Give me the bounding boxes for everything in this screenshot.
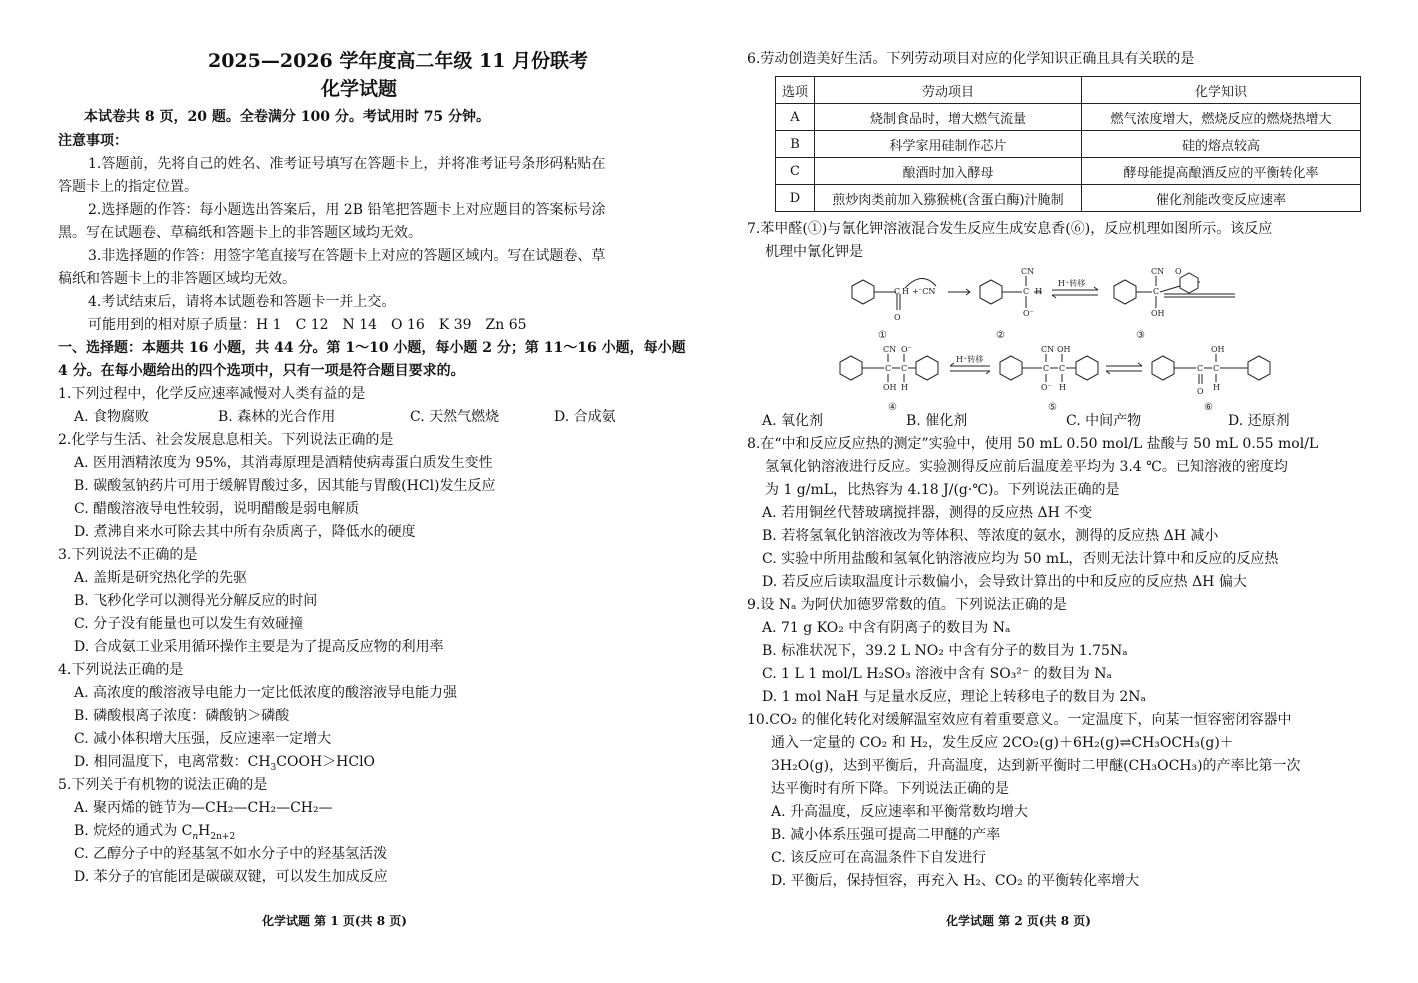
q8-option-d: D. 若反应后读取温度计示数偏小，会导致计算出的中和反应的反应热 ΔH 偏大 — [762, 574, 1247, 590]
svg-text:O⁻: O⁻ — [1041, 383, 1052, 392]
svg-text:O: O — [1175, 267, 1182, 276]
svg-text:CN: CN — [1021, 267, 1035, 276]
q1-option-d: D. 合成氨 — [554, 409, 616, 425]
table-cell: C — [776, 158, 815, 185]
q1-option-c: C. 天然气燃烧 — [410, 409, 500, 425]
q10-option-a: A. 升高温度，反应速率和平衡常数均增大 — [771, 804, 1029, 820]
benzene-ring — [916, 356, 938, 380]
q5-b-n: n — [192, 831, 199, 842]
svg-text:C: C — [1153, 287, 1160, 296]
q7-stem-2: 机理中氰化钾是 — [765, 244, 863, 260]
table-row — [776, 185, 1361, 212]
q4-d-pre: D. 相同温度下，电离常数：CH — [74, 754, 271, 770]
table-header: 劳动项目 — [815, 77, 1082, 104]
atomic-masses: 可能用到的相对原子质量：H 1 C 12 N 14 O 16 K 39 Zn 65 — [88, 317, 527, 333]
benzene-ring — [1076, 356, 1098, 380]
q10-option-b: B. 减小体系压强可提高二甲醚的产率 — [771, 827, 1001, 843]
q5-b-h: H — [198, 823, 211, 839]
q10-line-1: 10.CO₂ 的催化转化对缓解温室效应有着重要意义。一定温度下，向某一恒容密闭容器中 — [747, 712, 1292, 728]
notes-heading: 注意事项： — [58, 133, 128, 149]
q9-option-a: A. 71 g KO₂ 中含有阴离子的数目为 Nₐ — [762, 620, 1011, 636]
note-2a: 2.选择题的作答：每小题选出答案后，用 2B 铅笔把答题卡上对应题目的答案标号涂 — [88, 202, 606, 218]
benzene-ring — [1180, 273, 1198, 293]
q4-option-d — [74, 751, 375, 774]
exam-info: 本试卷共 8 页，20 题。全卷满分 100 分。考试用时 75 分钟。 — [84, 109, 491, 125]
q10-option-d: D. 平衡后，保持恒容，再充入 H₂、CO₂ 的平衡转化率增大 — [771, 873, 1140, 889]
table-header: 选项 — [776, 77, 815, 104]
q9-stem: 9.设 Nₐ 为阿伏加德罗常数的值。下列说法正确的是 — [747, 597, 1067, 613]
q5-stem: 5.下列关于有机物的说法正确的是 — [58, 777, 268, 793]
q9-option-b: B. 标准状况下，39.2 L NO₂ 中含有分子的数目为 1.75Nₐ — [762, 643, 1128, 659]
svg-text:+: + — [912, 287, 919, 296]
q7-stem-1: 7.苯甲醛(①)与氰化钾溶液混合发生反应生成安息香(⑥)，反应机理如图所示。该反应 — [747, 221, 1273, 237]
exam-title: 2025—2026 学年度高二年级 11 月份联考 — [208, 50, 589, 72]
svg-text:C: C — [1023, 287, 1030, 296]
q4-d-post: COOH＞HClO — [276, 754, 376, 770]
table-cell: 科学家用硅制作芯片 — [815, 131, 1082, 158]
q8-option-a: A. 若用铜丝代替玻璃搅拌器，测得的反应热 ΔH 不变 — [762, 505, 1093, 521]
svg-text:O: O — [1197, 387, 1204, 396]
svg-text:C: C — [1059, 364, 1066, 373]
q5-option-c: C. 乙醇分子中的羟基氢不如水分子中的羟基氢活泼 — [74, 846, 388, 862]
footer-left: 化学试题 第 1 页(共 8 页) — [262, 914, 407, 928]
svg-text:CN: CN — [1041, 345, 1055, 354]
table-cell: 酵母能提高酿酒反应的平衡转化率 — [1082, 158, 1361, 185]
svg-text:⁻CN: ⁻CN — [918, 287, 936, 296]
q2-option-b: B. 碳酸氢钠药片可用于缓解胃酸过多，因其能与胃酸(HCl)发生反应 — [74, 478, 496, 494]
q1-option-a: A. 食物腐败 — [74, 409, 150, 425]
svg-text:O⁻: O⁻ — [1023, 309, 1034, 318]
note-1a: 1.答题前，先将自己的姓名、准考证号填写在答题卡上，并将准考证号条形码粘贴在 — [88, 156, 606, 172]
benzene-ring — [840, 356, 862, 380]
benzene-ring — [852, 280, 874, 304]
table-cell: 煎炒肉类前加入猕猴桃(含蛋白酶)汁腌制 — [815, 185, 1082, 212]
table-cell: A — [776, 104, 815, 131]
exam-subtitle: 化学试题 — [321, 78, 398, 100]
table-row — [776, 158, 1361, 185]
q10-line-2: 通入一定量的 CO₂ 和 H₂，发生反应 2CO₂(g)＋6H₂(g)⇌CH₃OCH₃(g)＋ — [771, 735, 1234, 751]
svg-text:CN: CN — [883, 345, 897, 354]
benzene-ring — [1248, 356, 1270, 380]
svg-text:O: O — [894, 313, 901, 322]
compound-label-1: ① — [878, 330, 887, 341]
q5-b-sub: 2n+2 — [210, 831, 236, 842]
svg-text:OH: OH — [1211, 345, 1225, 354]
svg-text:C: C — [894, 287, 901, 296]
q5-b-pre: B. 烷烃的通式为 C — [74, 823, 193, 839]
compound-label-5: ⑤ — [1048, 402, 1057, 413]
q8-option-b: B. 若将氢氧化钠溶液改为等体积、等浓度的氨水，测得的反应热 ΔH 减小 — [762, 528, 1219, 544]
svg-text:H: H — [901, 383, 908, 392]
q2-stem: 2.化学与生活、社会发展息息相关。下列说法正确的是 — [58, 432, 394, 448]
q10-line-4: 达平衡时有所下降。下列说法正确的是 — [771, 781, 1009, 797]
note-4: 4.考试结束后，请将本试题卷和答题卡一并上交。 — [88, 294, 396, 310]
svg-text:OH: OH — [1057, 345, 1071, 354]
benzene-ring — [1000, 356, 1022, 380]
q6-stem: 6.劳动创造美好生活。下列劳动项目对应的化学知识正确且具有关联的是 — [747, 51, 1195, 67]
q2-option-a: A. 医用酒精浓度为 95%，其消毒原理是酒精使病毒蛋白质发生变性 — [74, 455, 493, 471]
q1-option-b: B. 森林的光合作用 — [218, 409, 336, 425]
benzene-ring — [1114, 280, 1136, 304]
q8-option-c: C. 实验中所用盐酸和氢氧化钠溶液应均为 50 mL，否则无法计算中和反应的反应热 — [762, 551, 1279, 567]
svg-text:H: H — [1035, 287, 1042, 296]
q4-option-c: C. 减小体积增大压强，反应速率一定增大 — [74, 731, 332, 747]
q3-option-c: C. 分子没有能量也可以发生有效碰撞 — [74, 616, 304, 632]
q4-stem: 4.下列说法正确的是 — [58, 662, 184, 678]
note-3a: 3.非选择题的作答：用签字笔直接写在答题卡上对应的答题区域内。写在试题卷、草 — [88, 248, 606, 264]
q4-d-sub: 3 — [270, 762, 277, 773]
compound-label-2: ② — [996, 330, 1005, 341]
q7-option-a: A. 氧化剂 — [762, 413, 824, 429]
table-cell: 燃气浓度增大，燃烧反应的燃烧热增大 — [1082, 104, 1361, 131]
q10-option-c: C. 该反应可在高温条件下自发进行 — [771, 850, 987, 866]
svg-text:H: H — [1213, 383, 1220, 392]
table-header-row — [776, 77, 1361, 104]
q10-line-3: 3H₂O(g)，达到平衡后，升高温度，达到新平衡时二甲醚(CH₃OCH₃)的产率比第一次 — [771, 758, 1301, 774]
table-cell: 酿酒时加入酵母 — [815, 158, 1082, 185]
compound-label-6: ⑥ — [1204, 402, 1213, 413]
q2-option-c: C. 醋酸溶液导电性较弱，说明醋酸是弱电解质 — [74, 501, 360, 517]
q5-option-b — [74, 820, 235, 843]
table-cell: D — [776, 185, 815, 212]
svg-text:OH: OH — [1151, 309, 1165, 318]
q8-line-2: 氢氧化钠溶液进行反应。实验测得反应前后温度差平均为 3.4 ℃。已知溶液的密度均 — [765, 459, 1288, 475]
compound-label-4: ④ — [888, 402, 897, 413]
svg-text:H: H — [902, 287, 909, 296]
q3-option-b: B. 飞秒化学可以测得光分解反应的时间 — [74, 593, 318, 609]
svg-text:C: C — [901, 364, 908, 373]
table-cell: 烧制食品时，增大燃气流量 — [815, 104, 1082, 131]
q3-stem: 3.下列说法不正确的是 — [58, 547, 198, 563]
q8-line-3: 为 1 g/mL，比热容为 4.18 J/(g·℃)。下列说法正确的是 — [765, 482, 1120, 498]
h-transfer-label-1: H⁺转移 — [1058, 279, 1086, 288]
q7-option-d: D. 还原剂 — [1228, 413, 1290, 429]
benzene-ring — [1152, 356, 1174, 380]
svg-text:C: C — [1213, 364, 1220, 373]
q5-option-d: D. 苯分子的官能团是碳碳双键，可以发生加成反应 — [74, 869, 388, 885]
h-transfer-label-2: H⁺转移 — [956, 355, 984, 364]
table-cell: 催化剂能改变反应速率 — [1082, 185, 1361, 212]
svg-text:C: C — [1197, 364, 1204, 373]
svg-text:C: C — [1043, 364, 1050, 373]
svg-text:C: C — [885, 364, 892, 373]
table-row — [776, 131, 1361, 158]
q1-stem: 1.下列过程中，化学反应速率减慢对人类有益的是 — [58, 386, 366, 402]
q9-option-c: C. 1 L 1 mol/L H₂SO₃ 溶液中含有 SO₃²⁻ 的数目为 Nₐ — [762, 666, 1112, 682]
table-row — [776, 104, 1361, 131]
svg-text:CN: CN — [1151, 267, 1165, 276]
table-header: 化学知识 — [1082, 77, 1361, 104]
q8-line-1: 8.在“中和反应反应热的测定”实验中，使用 50 mL 0.50 mol/L 盐酸与 50 mL 0.55 mol/L — [747, 436, 1319, 452]
reaction-mechanism-diagram — [830, 264, 1280, 414]
svg-text:H: H — [1059, 383, 1066, 392]
footer-right: 化学试题 第 2 页(共 8 页) — [946, 914, 1091, 928]
q7-option-b: B. 催化剂 — [906, 413, 968, 429]
q4-option-b: B. 磷酸根离子浓度：磷酸钠＞磷酸 — [74, 708, 290, 724]
q2-option-d: D. 煮沸自来水可除去其中所有杂质离子，降低水的硬度 — [74, 524, 416, 540]
note-1b: 答题卡上的指定位置。 — [58, 179, 198, 195]
q4-option-a: A. 高浓度的酸溶液导电能力一定比低浓度的酸溶液导电能力强 — [74, 685, 458, 701]
svg-text:O⁻: O⁻ — [901, 345, 912, 354]
compound-label-3: ③ — [1136, 330, 1145, 341]
q7-option-c: C. 中间产物 — [1066, 413, 1142, 429]
note-2b: 黑。写在试题卷、草稿纸和答题卡上的非答题区域均无效。 — [58, 225, 422, 241]
section1-line1: 一、选择题：本题共 16 小题，共 44 分。第 1～10 小题，每小题 2 分；第 11～16 小题，每小题 — [58, 340, 686, 356]
q9-option-d: D. 1 mol NaH 与足量水反应，理论上转移电子的数目为 2Nₐ — [762, 689, 1146, 705]
table-cell: 硅的熔点较高 — [1082, 131, 1361, 158]
note-3b: 稿纸和答题卡上的非答题区域均无效。 — [58, 271, 296, 287]
benzene-ring — [980, 280, 1002, 304]
q5-option-a: A. 聚丙烯的链节为—CH₂—CH₂—CH₂— — [74, 800, 333, 816]
q6-table — [775, 76, 1361, 212]
q3-option-a: A. 盖斯是研究热化学的先驱 — [74, 570, 248, 586]
table-cell: B — [776, 131, 815, 158]
svg-text:OH: OH — [883, 383, 897, 392]
section1-line2: 4 分。在每小题给出的四个选项中，只有一项是符合题目要求的。 — [58, 363, 465, 379]
q3-option-d: D. 合成氨工业采用循环操作主要是为了提高反应物的利用率 — [74, 639, 444, 655]
